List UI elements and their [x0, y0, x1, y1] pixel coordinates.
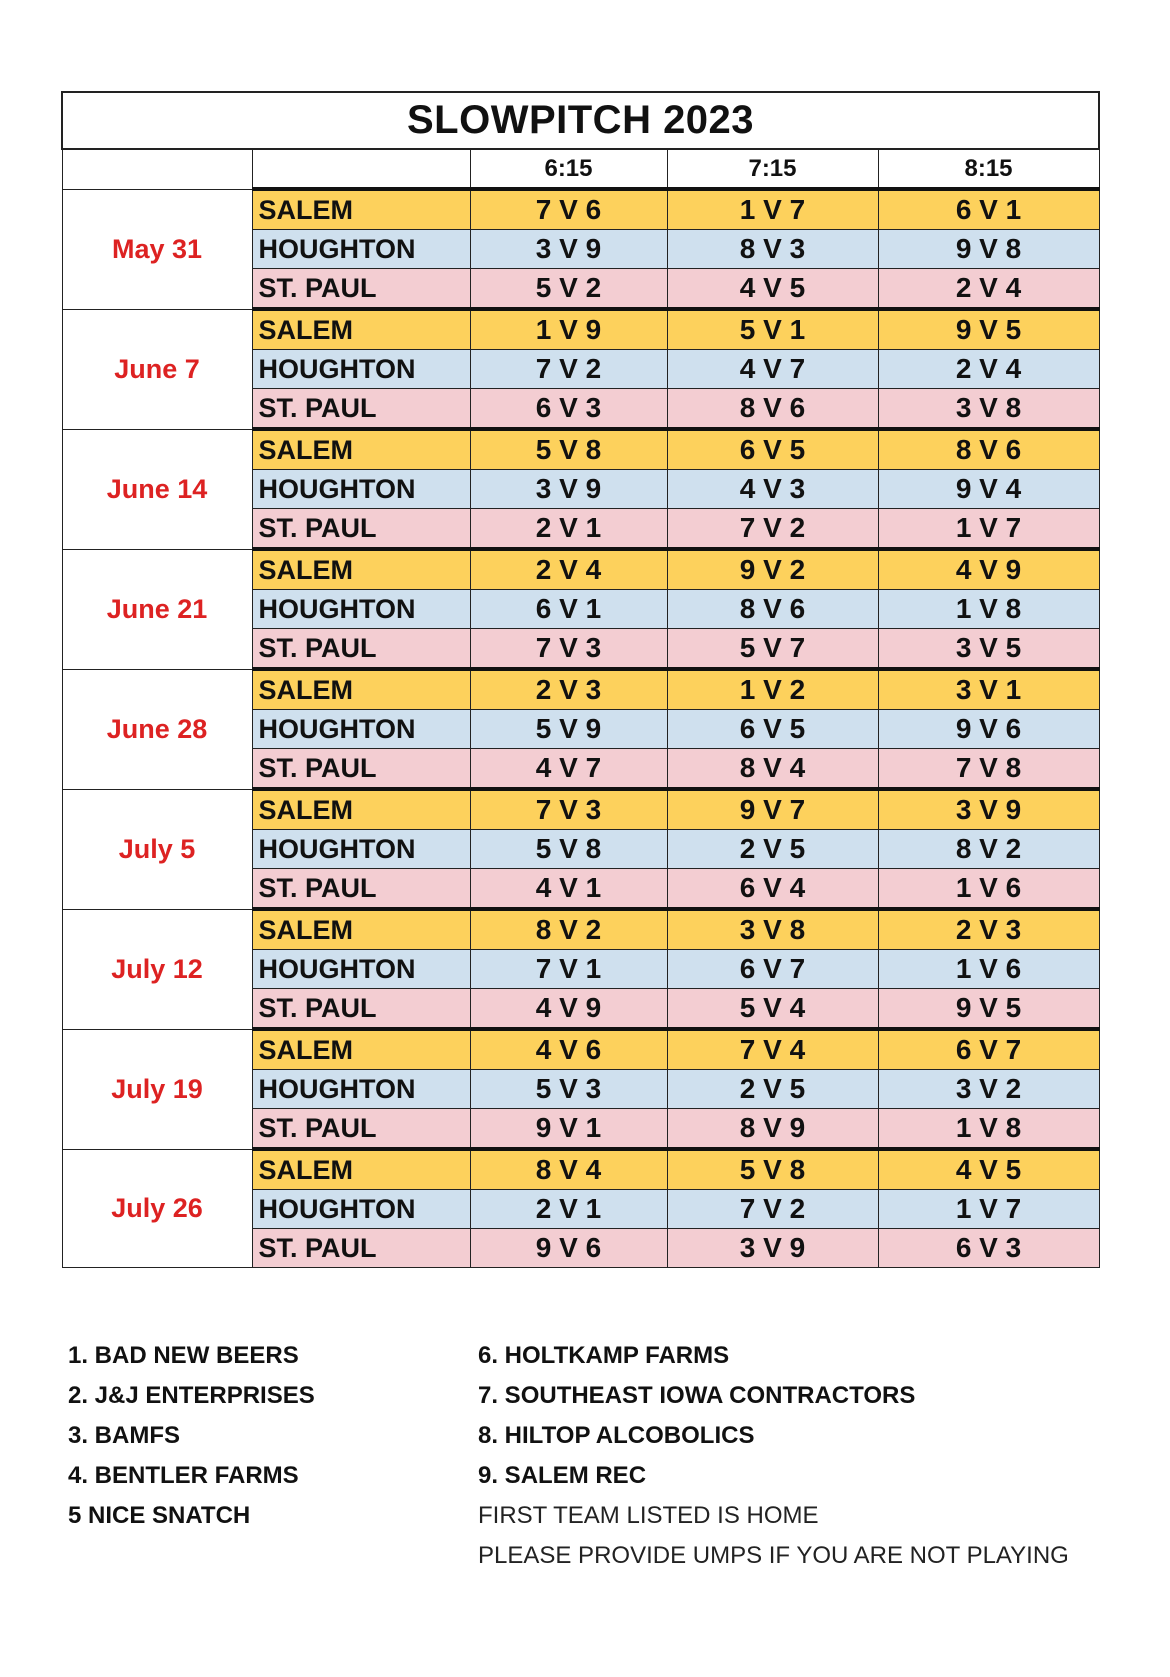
field-location: ST. PAUL: [252, 269, 470, 310]
team-entry: 4. BENTLER FARMS: [68, 1462, 299, 1489]
week-date: June 21: [62, 549, 252, 669]
team-list-right: [478, 1336, 1069, 1576]
matchup-cell: 8 V 2: [878, 830, 1099, 869]
matchup-cell: 6 V 7: [878, 1029, 1099, 1070]
matchup-cell: 2 V 3: [470, 669, 667, 710]
matchup-cell: 9 V 8: [878, 230, 1099, 269]
time-header: 7:15: [667, 149, 878, 189]
schedule-row: [62, 1029, 1099, 1070]
matchup-cell: 4 V 9: [878, 549, 1099, 590]
field-location: HOUGHTON: [252, 350, 470, 389]
matchup-cell: 5 V 1: [667, 309, 878, 350]
week-date: July 5: [62, 789, 252, 909]
matchup-cell: 6 V 3: [878, 1229, 1099, 1268]
schedule-note: FIRST TEAM LISTED IS HOME: [478, 1502, 819, 1529]
matchup-cell: 2 V 1: [470, 509, 667, 550]
matchup-cell: 4 V 3: [667, 470, 878, 509]
field-location: HOUGHTON: [252, 1070, 470, 1109]
matchup-cell: 8 V 2: [470, 909, 667, 950]
field-location: HOUGHTON: [252, 1190, 470, 1229]
field-location: HOUGHTON: [252, 710, 470, 749]
matchup-cell: 9 V 7: [667, 789, 878, 830]
field-location: SALEM: [252, 429, 470, 470]
matchup-cell: 4 V 9: [470, 989, 667, 1030]
matchup-cell: 5 V 9: [470, 710, 667, 749]
matchup-cell: 7 V 3: [470, 629, 667, 670]
team-entry: 9. SALEM REC: [478, 1462, 647, 1489]
schedule-note: PLEASE PROVIDE UMPS IF YOU ARE NOT PLAYING: [478, 1542, 1069, 1569]
matchup-cell: 2 V 4: [878, 350, 1099, 389]
field-location: SALEM: [252, 1149, 470, 1190]
field-location: HOUGHTON: [252, 830, 470, 869]
matchup-cell: 9 V 5: [878, 309, 1099, 350]
week-date: July 26: [62, 1149, 252, 1268]
matchup-cell: 4 V 5: [878, 1149, 1099, 1190]
matchup-cell: 1 V 7: [667, 189, 878, 230]
matchup-cell: 5 V 8: [470, 830, 667, 869]
matchup-cell: 7 V 8: [878, 749, 1099, 790]
field-location: HOUGHTON: [252, 590, 470, 629]
matchup-cell: 2 V 3: [878, 909, 1099, 950]
schedule-row: [62, 309, 1099, 350]
header-blank-location: [252, 149, 470, 189]
matchup-cell: 3 V 5: [878, 629, 1099, 670]
matchup-cell: 6 V 4: [667, 869, 878, 910]
page-title: SLOWPITCH 2023: [62, 92, 1099, 149]
field-location: ST. PAUL: [252, 869, 470, 910]
matchup-cell: 1 V 8: [878, 1109, 1099, 1150]
matchup-cell: 9 V 4: [878, 470, 1099, 509]
matchup-cell: 3 V 1: [878, 669, 1099, 710]
matchup-cell: 6 V 1: [470, 590, 667, 629]
matchup-cell: 5 V 8: [470, 429, 667, 470]
matchup-cell: 7 V 2: [470, 350, 667, 389]
week-date: July 19: [62, 1029, 252, 1149]
matchup-cell: 2 V 5: [667, 830, 878, 869]
week-date: May 31: [62, 189, 252, 309]
team-entry: 6. HOLTKAMP FARMS: [478, 1342, 730, 1369]
schedule-table: [61, 91, 1100, 1268]
matchup-cell: 1 V 8: [878, 590, 1099, 629]
matchup-cell: 8 V 6: [667, 590, 878, 629]
field-location: SALEM: [252, 789, 470, 830]
matchup-cell: 5 V 7: [667, 629, 878, 670]
time-header-row: [62, 149, 1099, 189]
time-header: 8:15: [878, 149, 1099, 189]
field-location: SALEM: [252, 1029, 470, 1070]
matchup-cell: 8 V 4: [667, 749, 878, 790]
matchup-cell: 7 V 3: [470, 789, 667, 830]
matchup-cell: 5 V 8: [667, 1149, 878, 1190]
team-entry: 3. BAMFS: [68, 1422, 181, 1449]
week-date: June 28: [62, 669, 252, 789]
matchup-cell: 7 V 4: [667, 1029, 878, 1070]
matchup-cell: 8 V 4: [470, 1149, 667, 1190]
matchup-cell: 9 V 6: [470, 1229, 667, 1268]
field-location: SALEM: [252, 549, 470, 590]
matchup-cell: 1 V 6: [878, 950, 1099, 989]
field-location: HOUGHTON: [252, 230, 470, 269]
matchup-cell: 9 V 2: [667, 549, 878, 590]
matchup-cell: 3 V 9: [470, 230, 667, 269]
matchup-cell: 4 V 6: [470, 1029, 667, 1070]
matchup-cell: 9 V 5: [878, 989, 1099, 1030]
week-date: June 7: [62, 309, 252, 429]
matchup-cell: 8 V 3: [667, 230, 878, 269]
field-location: ST. PAUL: [252, 389, 470, 430]
schedule-row: [62, 429, 1099, 470]
matchup-cell: 6 V 1: [878, 189, 1099, 230]
team-entry: 8. HILTOP ALCOBOLICS: [478, 1422, 755, 1449]
schedule-row: [62, 189, 1099, 230]
matchup-cell: 4 V 5: [667, 269, 878, 310]
matchup-cell: 4 V 1: [470, 869, 667, 910]
matchup-cell: 3 V 2: [878, 1070, 1099, 1109]
matchup-cell: 8 V 9: [667, 1109, 878, 1150]
team-entry: 1. BAD NEW BEERS: [68, 1342, 299, 1369]
field-location: ST. PAUL: [252, 1229, 470, 1268]
week-date: June 14: [62, 429, 252, 549]
matchup-cell: 4 V 7: [667, 350, 878, 389]
matchup-cell: 2 V 1: [470, 1190, 667, 1229]
schedule-row: [62, 789, 1099, 830]
matchup-cell: 7 V 6: [470, 189, 667, 230]
matchup-cell: 6 V 5: [667, 710, 878, 749]
matchup-cell: 7 V 2: [667, 509, 878, 550]
matchup-cell: 3 V 9: [878, 789, 1099, 830]
schedule-row: [62, 1149, 1099, 1190]
matchup-cell: 3 V 9: [667, 1229, 878, 1268]
matchup-cell: 5 V 2: [470, 269, 667, 310]
matchup-cell: 2 V 4: [878, 269, 1099, 310]
matchup-cell: 6 V 7: [667, 950, 878, 989]
field-location: SALEM: [252, 669, 470, 710]
time-header: 6:15: [470, 149, 667, 189]
matchup-cell: 2 V 5: [667, 1070, 878, 1109]
matchup-cell: 5 V 3: [470, 1070, 667, 1109]
schedule-row: [62, 549, 1099, 590]
schedule-row: [62, 909, 1099, 950]
matchup-cell: 1 V 9: [470, 309, 667, 350]
matchup-cell: 9 V 1: [470, 1109, 667, 1150]
matchup-cell: 1 V 7: [878, 509, 1099, 550]
matchup-cell: 4 V 7: [470, 749, 667, 790]
matchup-cell: 1 V 7: [878, 1190, 1099, 1229]
field-location: HOUGHTON: [252, 470, 470, 509]
matchup-cell: 3 V 8: [878, 389, 1099, 430]
field-location: ST. PAUL: [252, 629, 470, 670]
matchup-cell: 6 V 3: [470, 389, 667, 430]
team-list-left: [68, 1336, 315, 1536]
matchup-cell: 8 V 6: [667, 389, 878, 430]
field-location: SALEM: [252, 309, 470, 350]
matchup-cell: 1 V 2: [667, 669, 878, 710]
team-entry: 2. J&J ENTERPRISES: [68, 1382, 315, 1409]
matchup-cell: 8 V 6: [878, 429, 1099, 470]
field-location: ST. PAUL: [252, 749, 470, 790]
team-entry: 5 NICE SNATCH: [68, 1502, 251, 1529]
header-blank-date: [62, 149, 252, 189]
schedule-row: [62, 669, 1099, 710]
matchup-cell: 9 V 6: [878, 710, 1099, 749]
matchup-cell: 6 V 5: [667, 429, 878, 470]
matchup-cell: 2 V 4: [470, 549, 667, 590]
matchup-cell: 3 V 8: [667, 909, 878, 950]
matchup-cell: 7 V 2: [667, 1190, 878, 1229]
team-entry: 7. SOUTHEAST IOWA CONTRACTORS: [478, 1382, 916, 1409]
field-location: ST. PAUL: [252, 509, 470, 550]
matchup-cell: 5 V 4: [667, 989, 878, 1030]
matchup-cell: 3 V 9: [470, 470, 667, 509]
field-location: SALEM: [252, 909, 470, 950]
field-location: SALEM: [252, 189, 470, 230]
week-date: July 12: [62, 909, 252, 1029]
matchup-cell: 1 V 6: [878, 869, 1099, 910]
matchup-cell: 7 V 1: [470, 950, 667, 989]
field-location: ST. PAUL: [252, 989, 470, 1030]
field-location: ST. PAUL: [252, 1109, 470, 1150]
field-location: HOUGHTON: [252, 950, 470, 989]
